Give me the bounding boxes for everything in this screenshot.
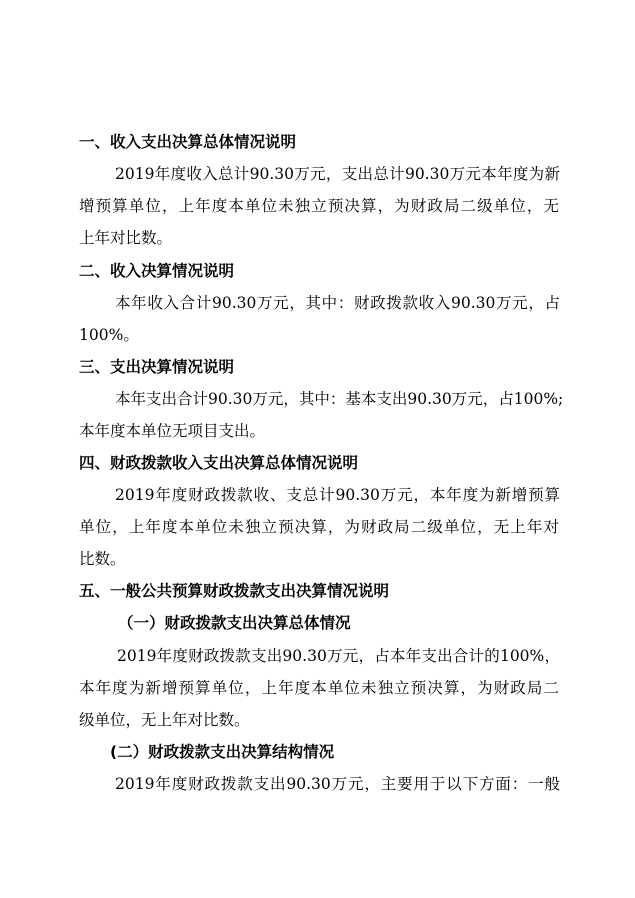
subsection-1-line-3: 级单位，无上年对比数。 xyxy=(79,711,250,729)
section-2-heading: 二、收入决算情况说明 xyxy=(79,262,235,280)
section-1-line-3: 上年对比数。 xyxy=(79,229,173,247)
section-5-heading: 五、一般公共预算财政拨款支出决算情况说明 xyxy=(79,582,390,600)
section-1-heading: 一、收入支出决算总体情况说明 xyxy=(79,133,297,151)
section-4-heading: 四、财政拨款收入支出决算总体情况说明 xyxy=(79,454,359,472)
section-3-line-1: 本年支出合计90.30万元，其中：基本支出90.30万元，占100%; xyxy=(115,390,564,408)
section-3-line-2: 本年度本单位无项目支出。 xyxy=(79,422,266,440)
subsection-1-heading: （一）财政拨款支出决算总体情况 xyxy=(118,614,351,632)
subsection-1-line-1: 2019年度财政拨款支出90.30万元，占本年支出合计的100%， xyxy=(117,647,560,665)
section-1-line-2: 增预算单位，上年度本单位未独立预决算，为财政局二级单位，无 xyxy=(79,197,559,215)
subsection-1-line-2: 本年度为新增预算单位，上年度本单位未独立预决算，为财政局二 xyxy=(79,679,559,697)
section-3-heading: 三、支出决算情况说明 xyxy=(79,358,235,376)
subsection-2-line-1: 2019年度财政拨款支出90.30万元，主要用于以下方面：一般 xyxy=(115,775,560,793)
section-4-line-2: 单位，上年度本单位未独立预决算，为财政局二级单位，无上年对 xyxy=(79,518,559,536)
section-4-line-3: 比数。 xyxy=(79,550,126,568)
subsection-2-heading: (二）财政拨款支出决算结构情况 xyxy=(110,743,335,761)
section-1-line-1: 2019年度收入总计90.30万元，支出总计90.30万元本年度为新 xyxy=(115,165,560,183)
section-2-line-1: 本年收入合计90.30万元，其中：财政拨款收入90.30万元，占 xyxy=(115,294,560,312)
section-4-line-1: 2019年度财政拨款收、支总计90.30万元，本年度为新增预算 xyxy=(115,486,560,504)
section-2-line-2: 100%。 xyxy=(79,326,139,344)
